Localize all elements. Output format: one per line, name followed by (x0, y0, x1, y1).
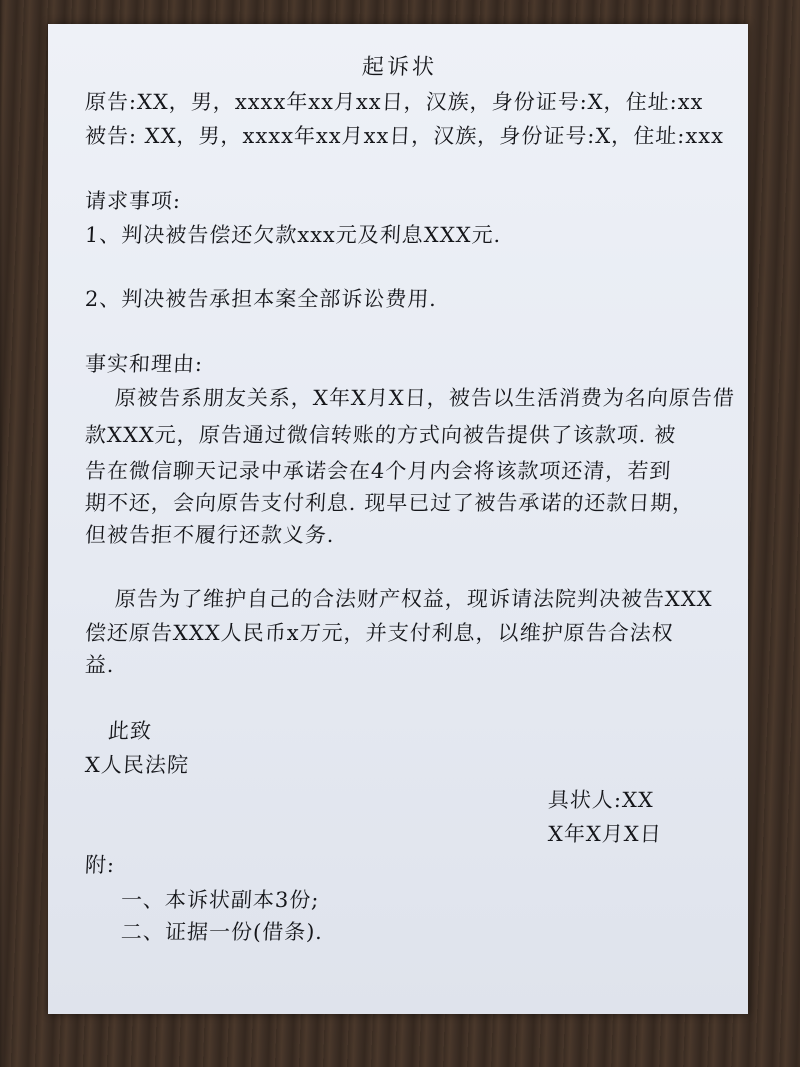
attachment-item-1: 一、本诉状副本3份; (120, 888, 321, 912)
attachment-item-2: 二、证据一份(借条). (120, 920, 324, 944)
attachments-heading: 附: (84, 853, 116, 877)
plaintiff-line: 原告:XX，男，xxxx年xx月xx日，汉族，身份证号:X，住址:xx (84, 90, 705, 114)
facts-paragraph-2-line: 益. (84, 653, 116, 677)
document-title: 起诉状 (361, 55, 438, 80)
signature-date: X年X月X日 (547, 822, 663, 846)
claim-item-1: 1、判决被告偿还欠款xxx元及利息XXX元. (84, 223, 503, 247)
facts-heading: 事实和理由: (84, 352, 204, 376)
facts-paragraph-1-line: 原被告系朋友关系，X年X月X日，被告以生活消费为名向原告借 (114, 386, 736, 410)
facts-paragraph-1-line: 告在微信聊天记录中承诺会在4个月内会将该款项还清，若到 (84, 459, 672, 483)
salutation: 此致 (107, 719, 153, 743)
facts-paragraph-1-line: 但被告拒不履行还款义务. (84, 523, 336, 547)
signer: 具状人:XX (547, 788, 655, 812)
claim-item-2: 2、判决被告承担本案全部诉讼费用. (84, 287, 438, 311)
facts-paragraph-1-line: 期不还，会向原告支付利息. 现早已过了被告承诺的还款日期， (84, 491, 695, 515)
claims-heading: 请求事项: (84, 189, 182, 213)
defendant-line: 被告: XX，男，xxxx年xx月xx日，汉族，身份证号:X，住址:xxx (84, 124, 725, 148)
facts-paragraph-1-line: 款XXX元，原告通过微信转账的方式向被告提供了该款项. 被 (84, 423, 677, 447)
facts-paragraph-2-line: 原告为了维护自己的合法财产权益，现诉请法院判决被告XXX (114, 587, 714, 611)
court-name: X人民法院 (84, 753, 190, 777)
complaint-paper (48, 24, 748, 1014)
facts-paragraph-2-line: 偿还原告XXX人民币x万元，并支付利息，以维护原告合法权 (84, 621, 675, 645)
